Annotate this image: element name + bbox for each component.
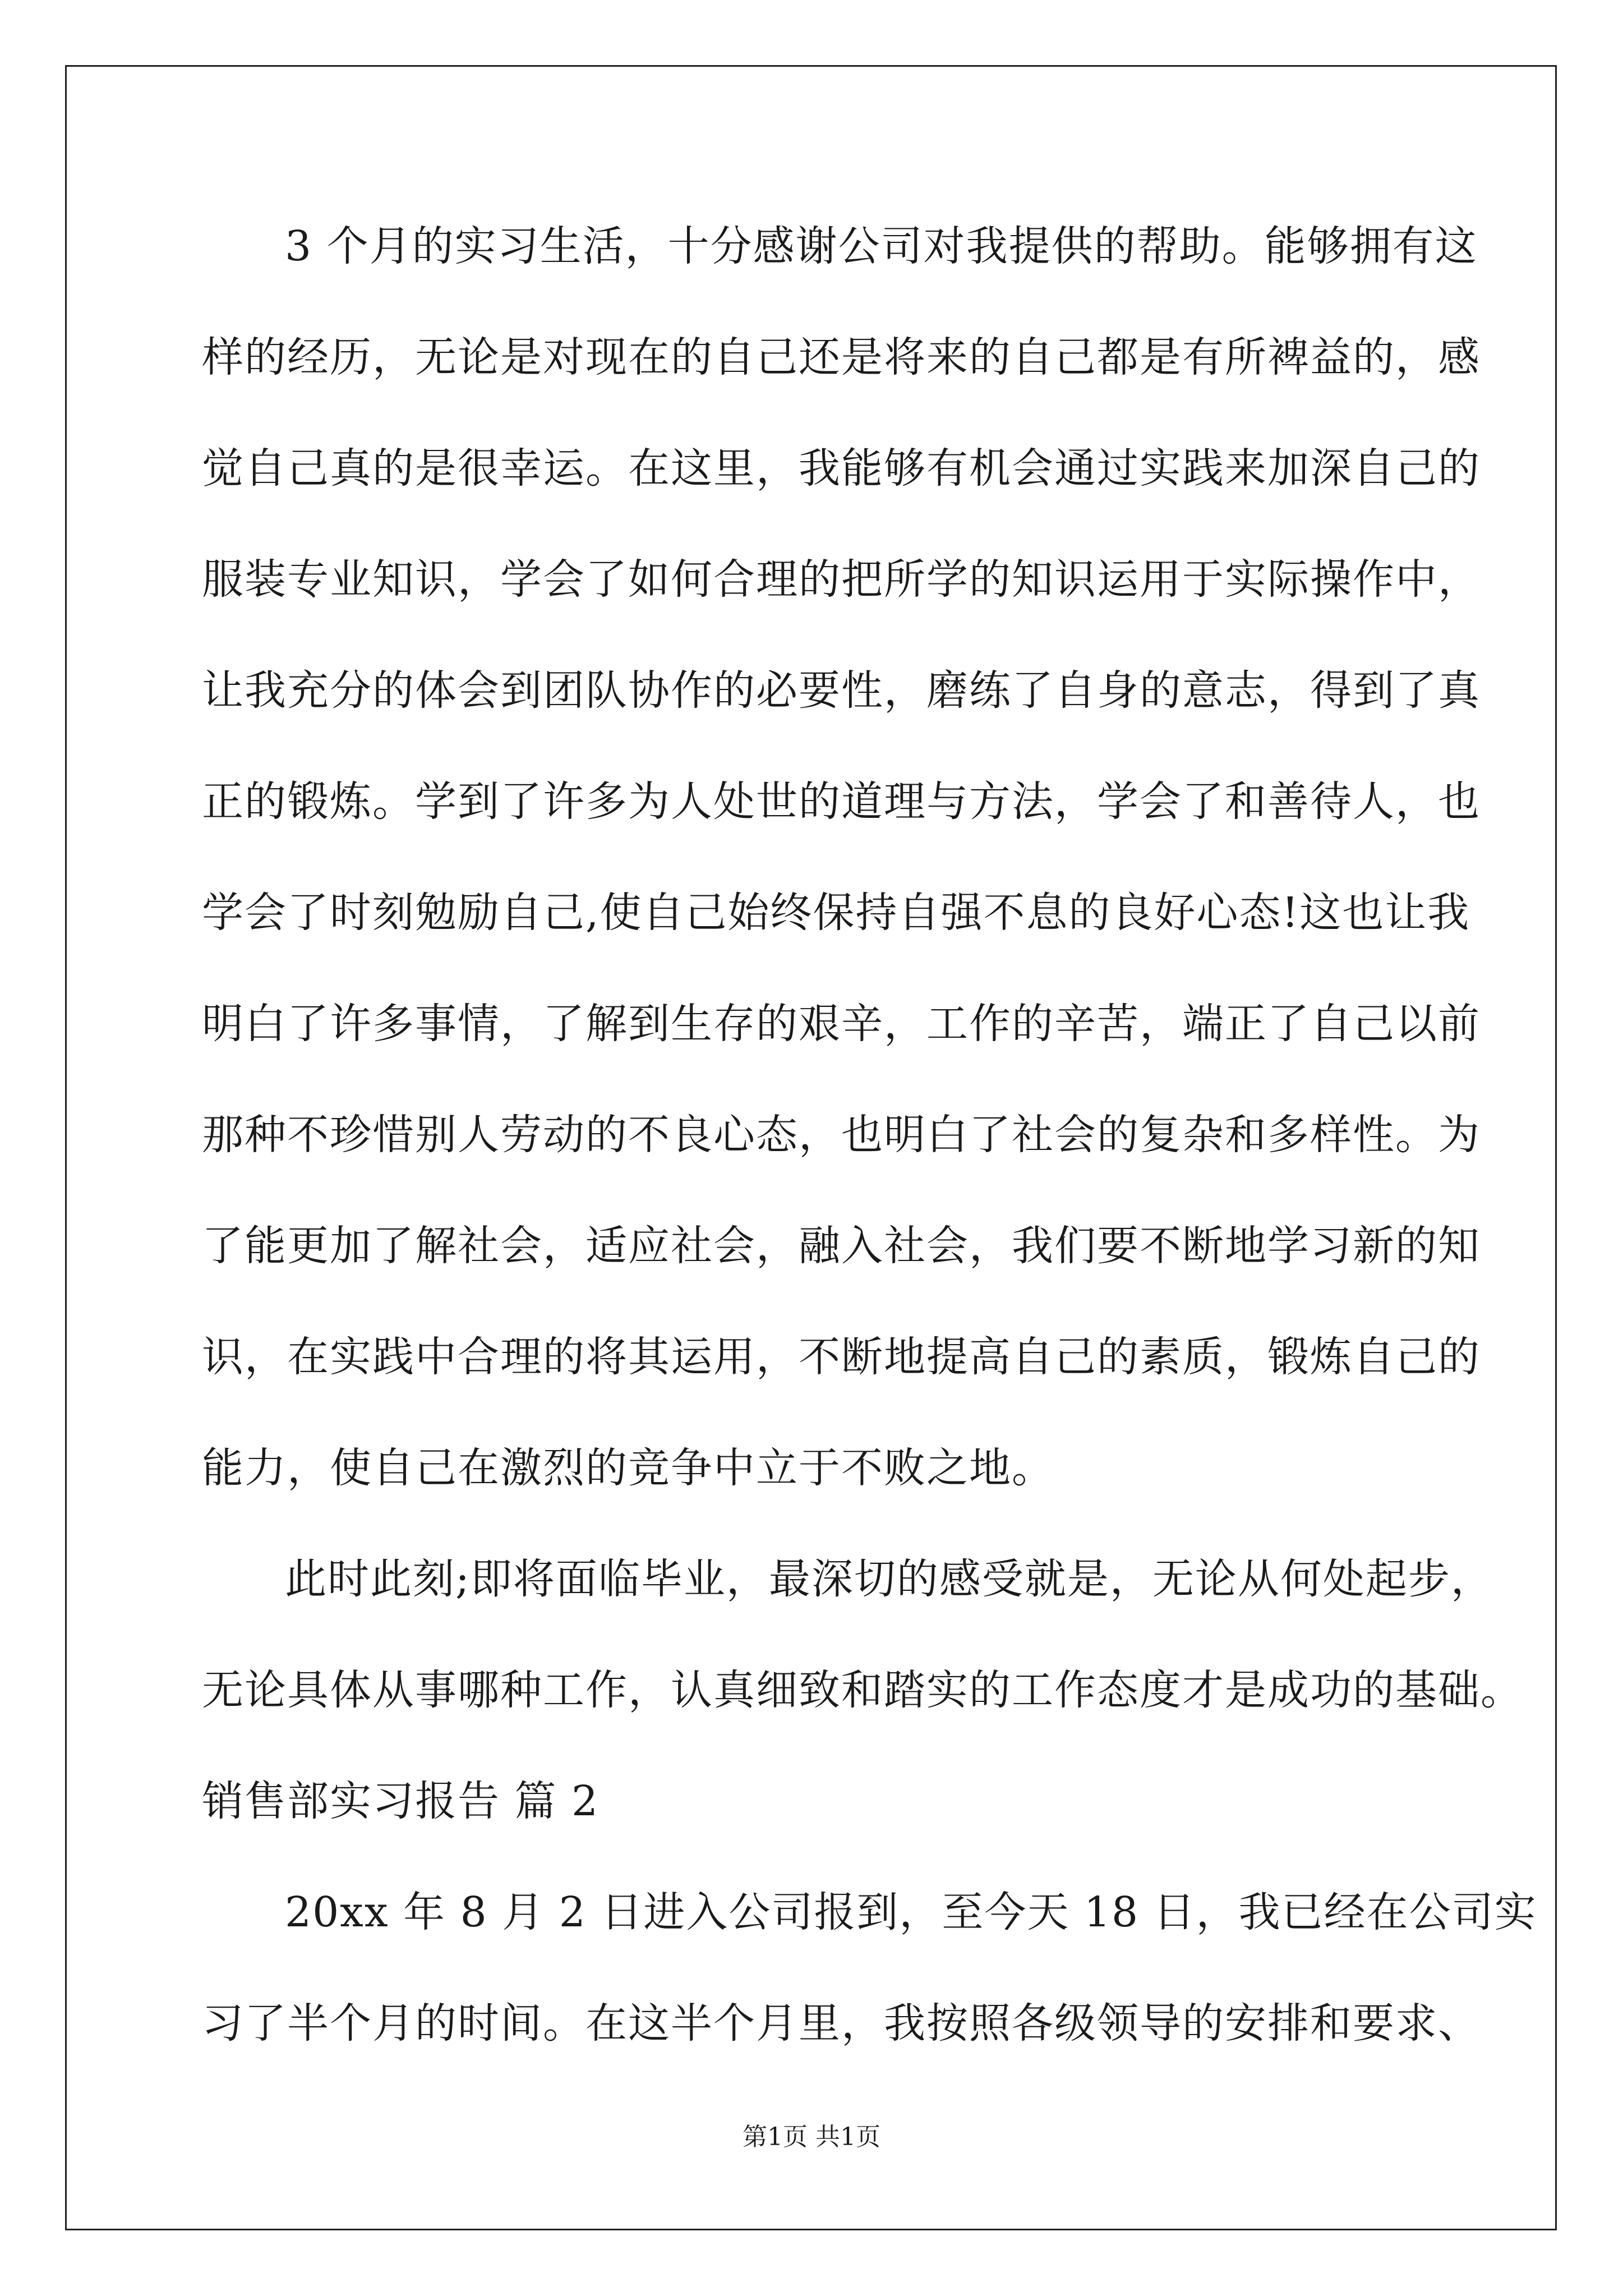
paragraph-2-line-2: 无论具体从事哪种工作，认真细致和踏实的工作态度才是成功的基础。 [202, 1666, 1523, 1714]
section-heading: 销售部实习报告 篇 2 [202, 1777, 600, 1825]
paragraph-1-line-8: 明白了许多事情，了解到生存的艰辛，工作的辛苦，端正了自己以前 [202, 1000, 1481, 1048]
paragraph-1-line-1: 3 个月的实习生活，十分感谢公司对我提供的帮助。能够拥有这 [285, 222, 1478, 270]
paragraph-1-line-7: 学会了时刻勉励自己,使自己始终保持自强不息的良好心态!这也让我 [202, 889, 1470, 937]
paragraph-1-line-11: 识，在实践中合理的将其运用，不断地提高自己的素质，锻炼自己的 [202, 1333, 1481, 1381]
paragraph-1-line-4: 服装专业知识，学会了如何合理的把所学的知识运用于实际操作中， [202, 555, 1481, 604]
paragraph-1-line-12: 能力，使自己在激烈的竞争中立于不败之地。 [202, 1444, 1054, 1492]
paragraph-3-line-2: 习了半个月的时间。在这半个月里，我按照各级领导的安排和要求、 [202, 1999, 1481, 2047]
paragraph-2-line-1: 此时此刻;即将面临毕业，最深切的感受就是，无论从何处起步， [285, 1555, 1493, 1603]
paragraph-1-line-6: 正的锻炼。学到了许多为人处世的道理与方法，学会了和善待人，也 [202, 777, 1481, 826]
paragraph-3-line-1: 20xx 年 8 月 2 日进入公司报到，至今天 18 日，我已经在公司实 [285, 1888, 1537, 1936]
page-footer: 第1页 共1页 [743, 2123, 880, 2151]
paragraph-1-line-9: 那种不珍惜别人劳动的不良心态，也明白了社会的复杂和多样性。为 [202, 1111, 1481, 1159]
paragraph-1-line-3: 觉自己真的是很幸运。在这里，我能够有机会通过实践来加深自己的 [202, 444, 1481, 493]
paragraph-1-line-10: 了能更加了解社会，适应社会，融入社会，我们要不断地学习新的知 [202, 1222, 1481, 1270]
paragraph-1-line-5: 让我充分的体会到团队协作的必要性，磨练了自身的意志，得到了真 [202, 666, 1481, 715]
document-body [202, 191, 1537, 2079]
paragraph-1-line-2: 样的经历，无论是对现在的自己还是将来的自己都是有所裨益的，感 [202, 333, 1481, 381]
